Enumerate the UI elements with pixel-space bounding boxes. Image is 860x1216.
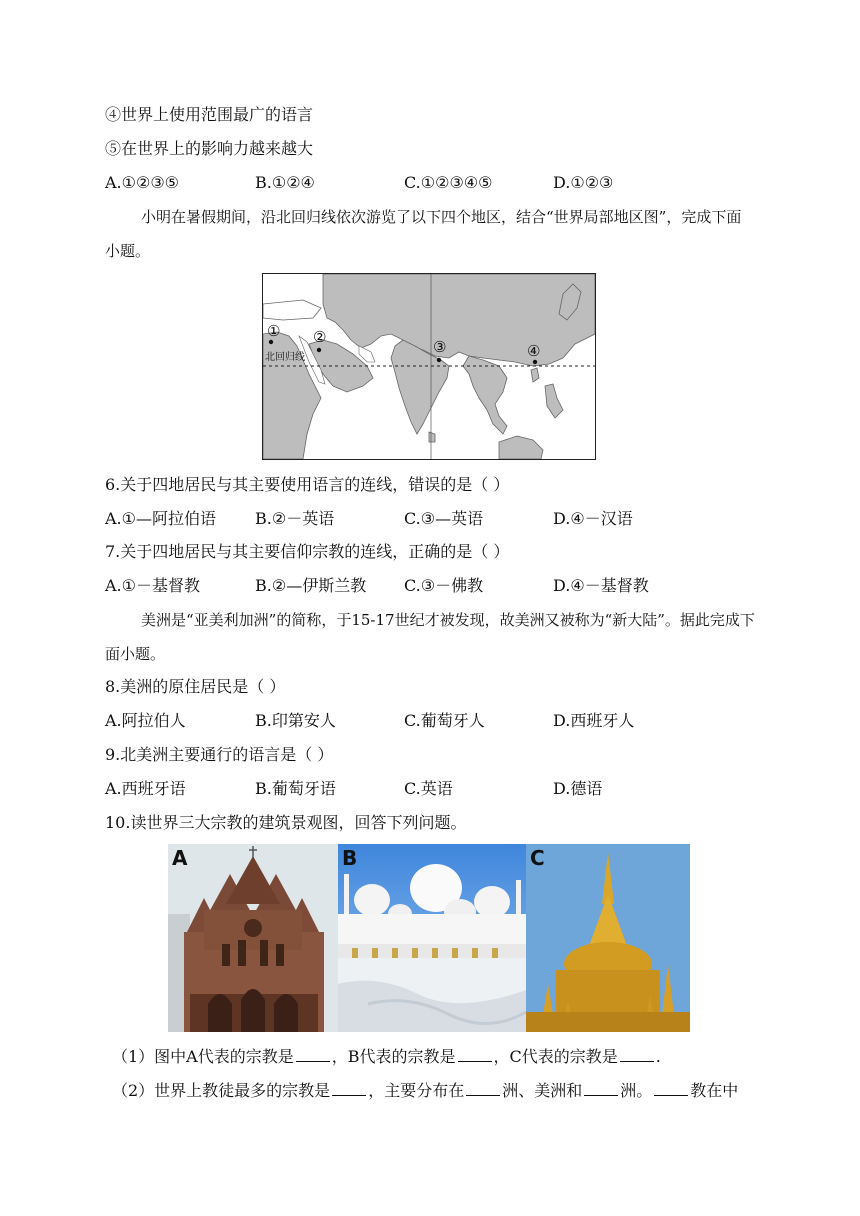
world-partial-map [262,273,596,460]
answer-blank[interactable] [620,1047,654,1062]
photo-label-b: B [342,846,358,870]
q10-sub2-part5: 教在中 [690,1081,739,1100]
marker-dot-1 [269,340,273,344]
q9-option-a: A.西班牙语 [105,779,186,798]
q10-sub1-part1: （1）图中A代表的宗教是 [112,1047,294,1066]
marker-label-2: ② [313,328,327,346]
mosque-illustration [338,844,526,1032]
photo-label-a: A [172,846,188,870]
indochina-land [463,356,507,434]
q6-option-b: B.②－英语 [255,509,335,528]
church-illustration [168,844,338,1032]
q5-option-b: B.①②④ [255,173,315,192]
q7-option-c: C.③－佛教 [404,576,484,595]
q8-option-c: C.葡萄牙人 [404,711,485,730]
taiwan-land [531,368,539,382]
q10-sub1-part2: ，B代表的宗教是 [331,1047,456,1066]
q10-sub1-part3: ，C代表的宗教是 [493,1047,618,1066]
q6-stem: 6.关于四地居民与其主要使用语言的连线，错误的是（ ） [105,475,510,494]
q6-option-c: C.③—英语 [404,509,484,528]
q10-sub2-part3: 洲、美洲和 [502,1081,583,1100]
intro-paragraph-1-text: 小明在暑假期间，沿北回归线依次游览了以下四个地区，结合“世界局部地区图”，完成下面小题。 [105,208,742,260]
map-graphic [263,274,595,459]
q10-sub2-part1: （2）世界上教徒最多的宗教是 [112,1081,331,1100]
persian-gulf [359,346,375,362]
photo-label-c: C [530,846,545,870]
marker-dot-4 [533,360,537,364]
mediterranean-sea [263,300,321,320]
q10-sub1 [112,1046,661,1068]
tropic-label: 北回归线 [265,352,305,363]
q6-option-d: D.④－汉语 [553,509,633,528]
intro-paragraph-1 [105,200,755,268]
q9-option-c: C.英语 [404,779,453,798]
q8-option-b: B.印第安人 [255,711,336,730]
q10-sub2-part2: ，主要分布在 [368,1081,465,1100]
intro-paragraph-2-text: 美洲是“亚美利加洲”的简称，于15-17世纪才被发现，故美洲又被称为“新大陆”。据此完成下面小题。 [105,611,755,663]
photo-b-mosque [338,844,526,1032]
religious-architecture-photos [168,844,690,1032]
q10-sub1-part4: . [655,1047,661,1066]
answer-blank[interactable] [466,1081,500,1096]
q8-stem: 8.美洲的原住居民是（ ） [105,677,286,696]
marker-label-3: ③ [433,338,447,356]
q7-stem: 7.关于四地居民与其主要信仰宗教的连线，正确的是（ ） [105,542,510,561]
q8-option-a: A.阿拉伯人 [105,711,186,730]
answer-blank[interactable] [654,1081,688,1096]
q7-option-a: A.①－基督教 [105,576,200,595]
answer-blank[interactable] [584,1081,618,1096]
marker-label-1: ① [267,322,281,340]
q10-stem: 10.读世界三大宗教的建筑景观图，回答下列问题。 [105,813,467,832]
q7-option-b: B.②—伊斯兰教 [255,576,367,595]
q8-option-d: D.西班牙人 [553,711,635,730]
marker-dot-2 [317,348,321,352]
photo-a-church [168,844,338,1032]
q5-option-a: A.①②③⑤ [105,173,180,192]
marker-dot-3 [437,358,441,362]
answer-blank[interactable] [458,1047,492,1062]
srilanka-land [429,432,435,442]
statement-item-4: ④世界上使用范围最广的语言 [105,105,314,124]
maritime-asia-land [499,436,543,459]
pagoda-illustration [526,844,690,1032]
q6-option-a: A.①—阿拉伯语 [105,509,216,528]
q9-option-d: D.德语 [553,779,603,798]
q9-stem: 9.北美洲主要通行的语言是（ ） [105,745,334,764]
q5-option-c: C.①②③④⑤ [404,173,493,192]
philippines-land [545,384,563,418]
intro-paragraph-2 [105,603,755,671]
marker-label-4: ④ [527,342,541,360]
q7-option-d: D.④－基督教 [553,576,649,595]
q5-option-d: D.①②③ [553,173,614,192]
q9-option-b: B.葡萄牙语 [255,779,336,798]
answer-blank[interactable] [332,1081,366,1096]
q10-sub2-part4: 洲。 [620,1081,653,1100]
answer-blank[interactable] [296,1047,330,1062]
q10-sub2 [112,1080,738,1102]
photo-c-pagoda [526,844,690,1032]
statement-item-5: ⑤在世界上的影响力越来越大 [105,139,314,158]
